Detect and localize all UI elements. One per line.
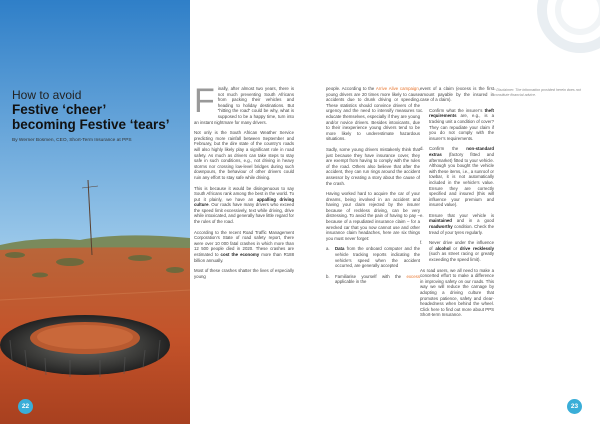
page-number-left: 22 (18, 399, 33, 414)
list-item: a. Data from the onboard computer and the vehicle tracking reports indicating the vehicle’s speed when the accident occurred, are generally accepted (326, 246, 420, 269)
article-title-line3: becoming Festive ‘tears’ (12, 117, 170, 132)
excess-link[interactable]: excess (406, 273, 420, 279)
page-number-right: 23 (567, 399, 582, 414)
paragraph: According to the recent Road Traffic Management Corporation’s State of road safety report, there were over 10 000 fatal crashes in which more than 12 500 people died in 2020. These crashes are estimated to cost the economy more than R188 billion annually. (194, 229, 295, 263)
corner-decoration (520, 0, 600, 70)
paragraph: This is because it would be disingenuous to say South Africans rank among the best in the world. To put it plainly, we have an appalling driving culture. Our roads have many drivers who exceed the speed limit excessively, text while driving, drive while intoxicated, and generally have little regard for the rules of the road. (194, 185, 294, 225)
paragraph: Sadly, some young drivers mistakenly think that just because they have insurance cover, they are exempt from having to comply with the rules of the road. Others also believe that after the accident, they can run rings around the accident assessor by creating a story about the cause of the crash. (326, 146, 420, 186)
paragraph: event of a claim (excess is the first amount payable by the insured in case of a claim). (420, 86, 494, 103)
article-title-line1: How to avoid (12, 88, 82, 102)
drop-cap: F (194, 82, 215, 120)
disclaimer: * Disclaimer: The information provided herein does not constitute financial advice. (494, 88, 581, 97)
paragraph: Most of these crashes shatter the lives of especially young (194, 268, 294, 279)
title-block (12, 88, 190, 143)
list-item: c. Confirm what the insurer’s theft requirements are, e.g., is a tracking unit a condition of cover? They can repudiate your claim if you do not comply with the insurer’s requirements. (420, 107, 494, 141)
paragraph: people. According to the Arrive Alive campaign, young drivers are 20 times more likely to cause accidents due to drunk driving or speeding. These statistics should convince drivers of the urgency and the need to intensify measures to educate themselves, especially if they are young and/or novice drivers. Besides intoxicants, due to their inexperience young drivers tend to be more likely to underestimate hazardous situations. (326, 86, 420, 142)
paragraph: inally, after almost two years, there is not much preventing South Africans from packing their vehicles and heading to holiday destinations. But “hitting the road” could be why, what is supposed to be a happy time, turn into an instant nightmare for many drivers. (194, 86, 294, 125)
paragraph: Having worked hard to acquire the car of your dreams, being involved in an accident and having your claim rejected by the insurer because of reckless driving, can be very distressing. To avoid the pain of having to pay – because of a repudiated insurance claim – for a wrecked car that you now cannot use and other insurance claim headaches, here are six things you must never forget: (326, 191, 420, 241)
photo-illustration (0, 0, 190, 424)
column-2 (326, 86, 420, 290)
list-item: b. Familiarise yourself with the excess applicable in the (326, 273, 420, 285)
article-title-line2: Festive ‘cheer’ (12, 102, 107, 117)
paragraph: As road users, we all need to make a concerted effort to make a difference in improving safety on our roads. This way we will reduce the carnage by adopting a driving culture that promotes patience, safety and clear-headedness when behind the wheel. Click here to find out more about PPS Short-term Insurance. (420, 267, 494, 318)
list-item: d. Confirm the non-standard extras (factory fitted and aftermarket) fitted to your vehicle. Although you bought the vehicle with these items, i.e., a sunroof or towbar, it is not automatically included in the vehicle’s value. Ensure they are correctly specified and insured (this will influence your premium and insured value). (420, 146, 494, 208)
list-item: e. Ensure that your vehicle is maintained and in a good roadworthy condition. Check the tread of your tyres regularly. (420, 212, 494, 235)
column-3 (420, 86, 494, 323)
arrive-alive-link[interactable]: Arrive Alive campaign (375, 86, 419, 91)
road-tyre-photo (0, 0, 190, 424)
paragraph: Not only is the South African Weather Service predicting more rainfall between September and February, but the dire state of the country’s roads will also highly likely play a significant role in road safety. As much as drivers can take steps to stay safe in such conditions, e.g., not driving in heavy storms nor crossing low-level bridges during such downpours, the behaviour of other drivers could ruin any effort to stay safe while driving. (194, 130, 294, 180)
list-item: f. Never drive under the influence of alcohol or drive recklessly (such as street racing or greatly exceeding the speed limit). (420, 240, 494, 263)
right-page (300, 0, 600, 424)
column-1 (194, 82, 295, 284)
byline: By Werner Bosmen, CEO, Short-Term Insurance at PPS (12, 138, 132, 143)
